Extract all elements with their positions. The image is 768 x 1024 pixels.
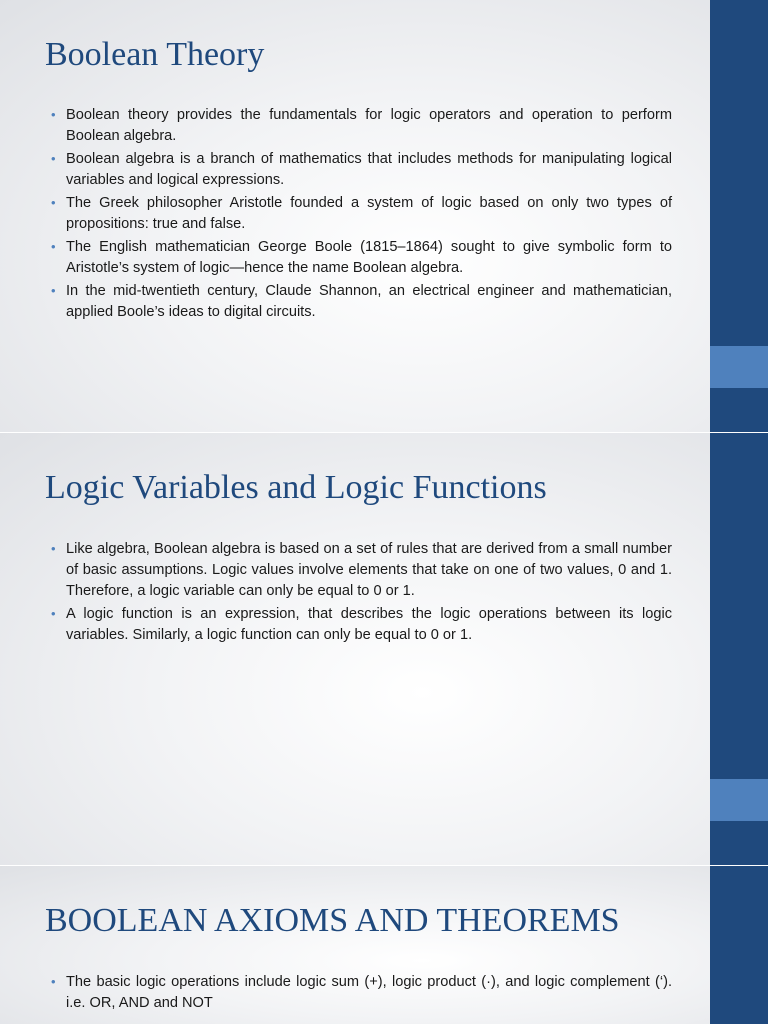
slide-sidebar bbox=[710, 0, 768, 433]
slide-2 bbox=[0, 433, 768, 866]
bullet-item: • The English mathematician George Boole (1815–1864) sought to give symbolic form to Aristotle’s system of logic—hence the name Boolean algebra. bbox=[49, 237, 672, 279]
bullet-item: • Boolean theory provides the fundamentals for logic operators and operation to perform Boolean algebra. bbox=[49, 105, 672, 147]
bullet-list bbox=[49, 539, 672, 648]
sidebar-accent bbox=[710, 346, 768, 388]
slide-title: BOOLEAN AXIOMS AND THEOREMS bbox=[45, 902, 620, 939]
bullet-item: • Like algebra, Boolean algebra is based on a set of rules that are derived from a small number of basic assumptions. Logic values involve elements that take on one of two values, 0 and 1. Therefore, a logic variable can only be equal to 0 or 1. bbox=[49, 539, 672, 602]
slide-1 bbox=[0, 0, 768, 433]
slide-sidebar bbox=[710, 433, 768, 866]
bullet-item: • A logic function is an expression, that describes the logic operations between its logic variables. Similarly, a logic function can only be equal to 0 or 1. bbox=[49, 604, 672, 646]
bullet-list bbox=[49, 972, 672, 1016]
bullet-item: • The Greek philosopher Aristotle founded a system of logic based on only two types of propositions: true and false. bbox=[49, 193, 672, 235]
bullet-item: • The basic logic operations include logic sum (+), logic product (·), and logic complement (‘). i.e. OR, AND and NOT bbox=[49, 972, 672, 1014]
slide-title: Logic Variables and Logic Functions bbox=[45, 469, 547, 506]
bullet-item: • In the mid-twentieth century, Claude Shannon, an electrical engineer and mathematician, applied Boole’s ideas to digital circuits. bbox=[49, 281, 672, 323]
slide-sidebar bbox=[710, 866, 768, 1024]
bullet-list bbox=[49, 105, 672, 325]
bullet-item: • Boolean algebra is a branch of mathematics that includes methods for manipulating logical variables and logical expressions. bbox=[49, 149, 672, 191]
slide-title: Boolean Theory bbox=[45, 36, 265, 73]
sidebar-accent bbox=[710, 779, 768, 821]
slide-3 bbox=[0, 866, 768, 1024]
